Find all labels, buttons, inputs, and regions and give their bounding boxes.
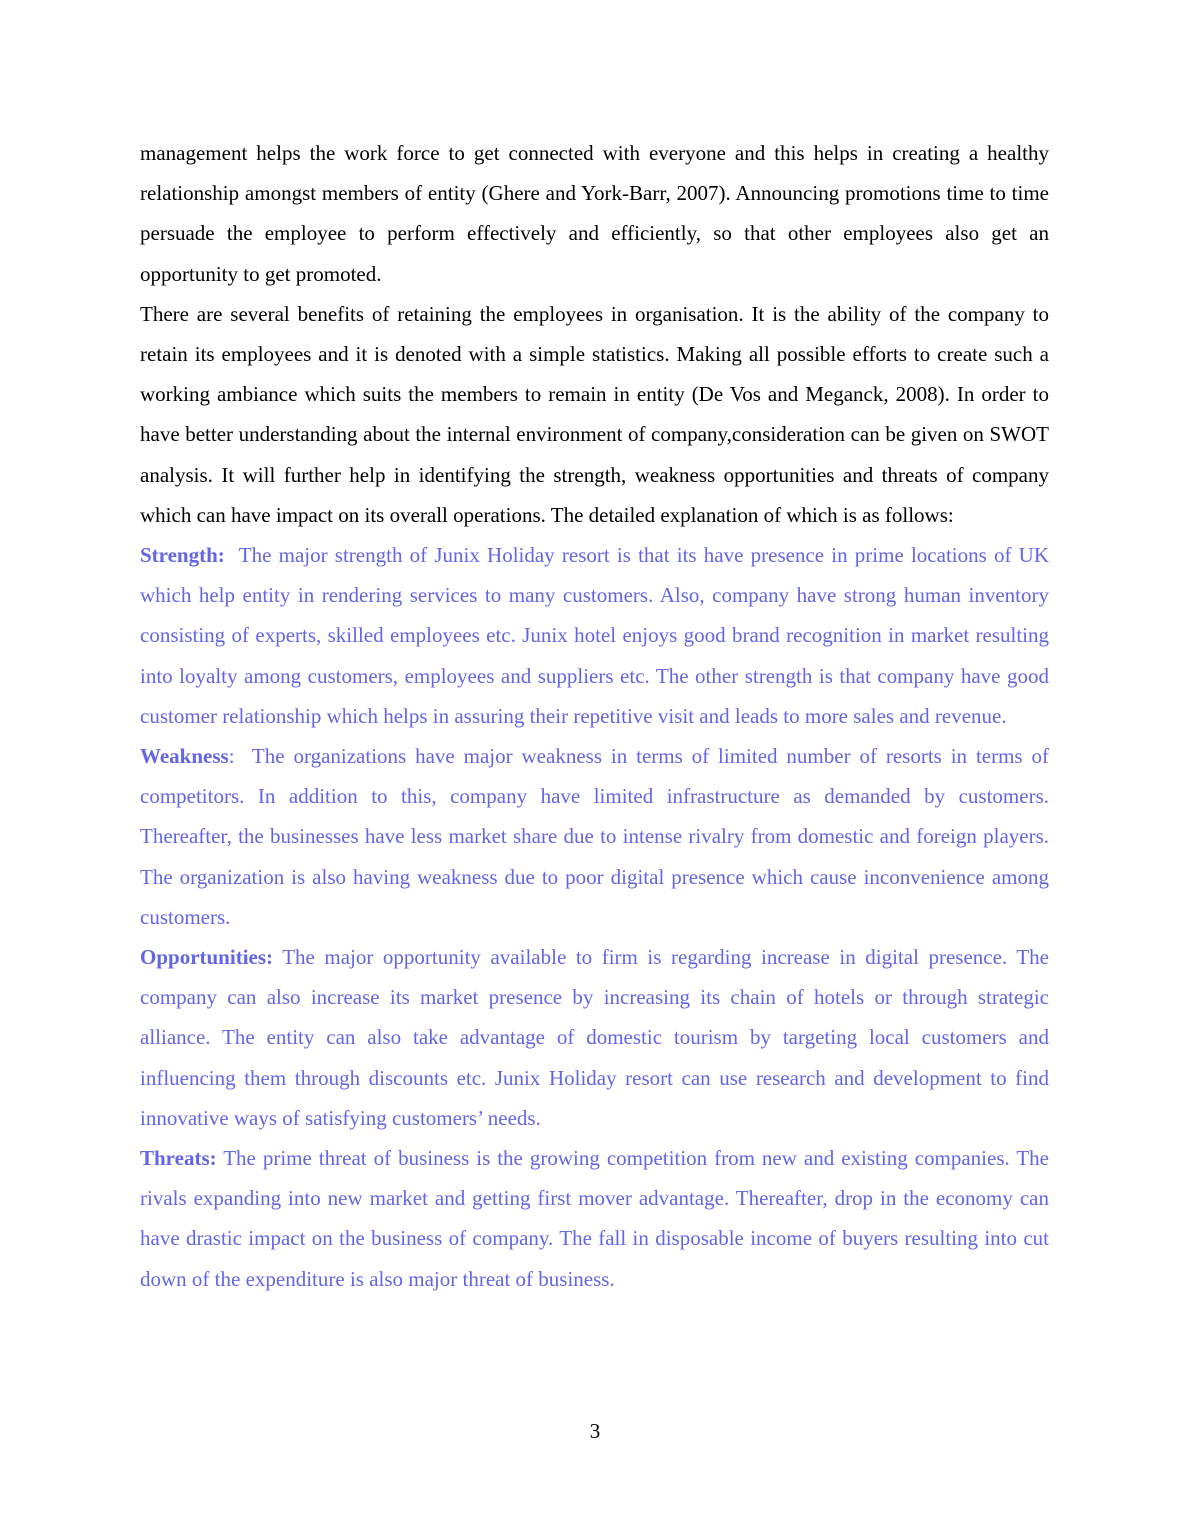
swot-weakness-paragraph bbox=[140, 736, 1060, 937]
swot-threats-paragraph bbox=[140, 1138, 1049, 1299]
page-number: 3 bbox=[589, 1419, 601, 1443]
swot-strength-text: The major strength of Junix Holiday resort is that its have presence in prime locations of UK which help entity in rendering services to many customers. Also, company have strong human inventory consisting of experts, skilled employees etc. Junix hotel enjoys good brand recognition in market resulting into loyalty among customers, employees and suppliers etc. The other strength is that company have good customer relationship which helps in assuring their repetitive visit and leads to more sales and revenue. bbox=[140, 543, 1055, 728]
swot-threats-label: Threats: bbox=[140, 1146, 217, 1171]
paragraph-retention-benefits: There are several benefits of retaining the employees in organisation. It is the ability of the company to retain its employees and it is denoted with a simple statistics. Making all possible efforts to create such a working ambiance which suits the members to remain in entity (De Vos and Meganck, 2008). In order to have better understanding about the internal environment of company,consideration can be given on SWOT analysis. It will further help in identifying the strength, weakness opportunities and threats of company which can have impact on its overall operations. The detailed explanation of which is as follows: bbox=[140, 301, 1049, 527]
swot-threats-text: The prime threat of business is the growing competition from new and existing companies. The rivals expanding into new market and getting first mover advantage. Thereafter, drop in the economy can have drastic impact on the business of company. The fall in disposable income of buyers resulting into cut down of the expenditure is also major threat of business. bbox=[140, 1146, 1049, 1291]
paragraph-management: management helps the work force to get connected with everyone and this helps in creating a healthy relationship amongst members of entity (Ghere and York-Barr, 2007). Announcing promotions time to time persuade the employee to perform effectively and efficiently, so that other employees also get an opportunity to get promoted. bbox=[140, 141, 1049, 286]
swot-opportunities-paragraph bbox=[140, 937, 1049, 1138]
swot-strength-label: Strength: bbox=[140, 543, 225, 568]
document-body bbox=[140, 133, 1060, 1299]
swot-opportunities-text: The major opportunity available to firm is regarding increase in digital presence. The company can also increase its market presence by increasing its chain of hotels or through strategic alliance. The entity can also take advantage of domestic tourism by targeting local customers and influencing them through discounts etc. Junix Holiday resort can use research and development to find innovative ways of satisfying customers’ needs. bbox=[140, 945, 1049, 1130]
swot-opportunities-label: Opportunities: bbox=[140, 945, 274, 970]
swot-weakness-text: : The organizations have major weakness in terms of limited number of resorts in terms of competitors. In addition to this, company have limited infrastructure as demanded by customers. Thereafter, the businesses have less market share due to intense rivalry from domestic and foreign players. The organization is also having weakness due to poor digital presence which cause inconvenience among customers. bbox=[140, 744, 1060, 929]
swot-weakness-label: Weakness bbox=[140, 744, 229, 769]
swot-strength-paragraph bbox=[140, 535, 1055, 736]
